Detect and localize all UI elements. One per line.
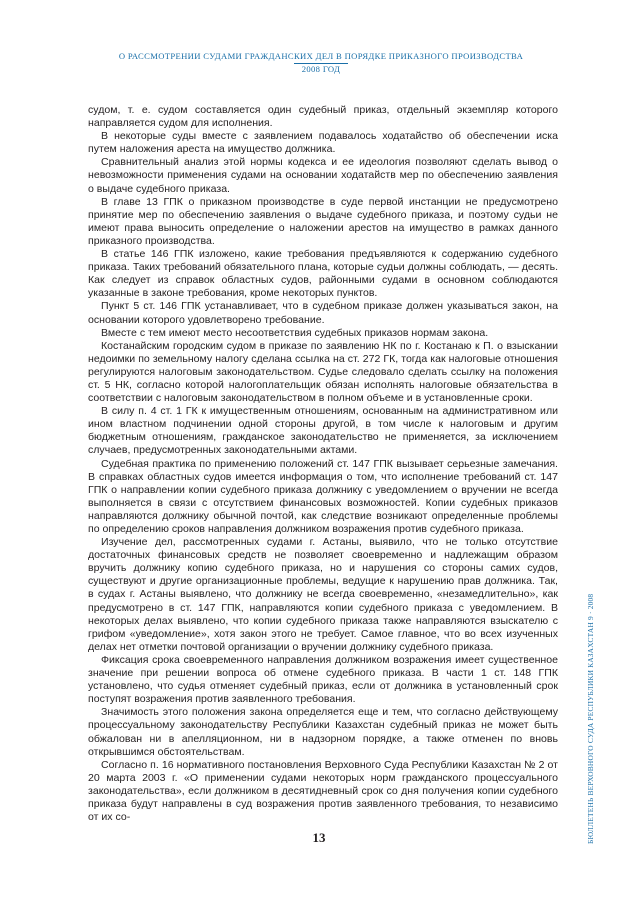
paragraph: Изучение дел, рассмотренных судами г. Астаны, выявило, что не только отсутствие достаточных финансовых средств не позволяет своевременно и надлежащим образом вручить должнику копию судебного приказа, но и нарушения со стороны самих судов, существуют и другие организационные проблемы, ведущие к нарушению прав должника. Так, в судах г. Астаны выявлено, что должнику не всегда своевременно, «незамедлительно», как предусмотрено в ст. 147 ГПК, направляются копии судебного приказа с уведомлением. В некоторых делах выявлено, что копии судебного приказа также направляются взыскателю с грифом «уведомление», хотя закон этого не требует. Самое главное, что во всех изученных делах нет отметки почтовой организации о вручении должнику судебного приказа. bbox=[88, 536, 558, 653]
paragraph: Вместе с тем имеют место несоответствия судебных приказов нормам закона. bbox=[101, 326, 489, 339]
paragraph: Значимость этого положения закона определяется еще и тем, что согласно действующему процессуальному законодательству Республики Казахстан судебный приказ не может быть обжалован ни в апелляционном, ни в надзорном порядке, а также отменен по вновь открывшимся обстоятельствам. bbox=[88, 706, 558, 758]
paragraph: судом, т. е. судом составляется один судебный приказ, отдельный экземпляр которого направляется судом для исполнения. bbox=[88, 104, 558, 130]
paragraph: В главе 13 ГПК о приказном производстве в суде первой инстанции не предусмотрено принятие мер по обеспечению заявления о выдаче судебного приказа, и поэтому судьи не имеют права выносить определение о наложении арестов на имущество в рамках данного приказного производства. bbox=[88, 195, 558, 247]
paragraph: Пункт 5 ст. 146 ГПК устанавливает, что в судебном приказе должен указываться закон, на основании которого удовлетворено требование. bbox=[88, 300, 558, 326]
side-journal-title: БЮЛЛЕТЕНЬ ВЕРХОВНОГО СУДА РЕСПУБЛИКИ КАЗАХСТАН 9 · 2008 bbox=[586, 593, 595, 844]
running-header bbox=[88, 51, 554, 75]
paragraph: Судебная практика по применению положений ст. 147 ГПК вызывает серьезные замечания. В справках областных судов имеется информация о том, что исполнение требований ст. 147 ГПК о направлении копии судебного приказа должнику с уведомлением о вручении не всегда выполняется в связи с отсутствием финансовых возможностей. Копии судебных приказов направляются должнику обычной почтой, как следствие возникают определенные проблемы по определению сроков направления должником возражения против судебного приказа. bbox=[88, 457, 558, 535]
page-number: 13 bbox=[312, 830, 326, 845]
article-body bbox=[88, 104, 558, 824]
paragraph: Фиксация срока своевременного направления должником возражения имеет существенное значение при решении вопроса об отмене судебного приказа. В части 1 ст. 148 ГПК установлено, что судья отменяет судебный приказ, если от должника в установленный срок поступят возражения против заявленного требования. bbox=[88, 653, 558, 706]
paragraph: Костанайским городским судом в приказе по заявлению НК по г. Костанаю к П. о взыскании недоимки по земельному налогу сделана ссылка на ст. 272 ГК, тогда как налоговые отношения регулируются налоговым законодательством. Судье следовало сделать ссылку на положения ст. 5 НК, согласно которой налогоплательщик обязан исполнять налоговые обязательства в соответствии с налоговым законодательством в полном объеме и в установленные сроки. bbox=[88, 339, 558, 405]
paragraph: Сравнительный анализ этой нормы кодекса и ее идеология позволяют сделать вывод о невозможности применения судами на основании ходатайств мер по обеспечению заявления о выдаче судебного приказа. bbox=[88, 156, 558, 195]
header-title: О РАССМОТРЕНИИ СУДАМИ ГРАЖДАНСКИХ ДЕЛ В ПОРЯДКЕ ПРИКАЗНОГО ПРОИЗВОДСТВА bbox=[118, 51, 524, 61]
header-year: 2008 ГОД bbox=[294, 63, 349, 75]
paragraph: В некоторые суды вместе с заявлением подавалось ходатайство об обеспечении иска путем наложения ареста на имущество должника. bbox=[88, 130, 558, 156]
paragraph: В статье 146 ГПК изложено, какие требования предъявляются к содержанию судебного приказа. Таких требований обязательного плана, которые судьи должны соблюдать, — десять. Как следует из справок областных судов, районными судами в основном соблюдаются указанные в законе требования, кроме некоторых пунктов. bbox=[88, 248, 558, 300]
paragraph: Согласно п. 16 нормативного постановления Верховного Суда Республики Казахстан № 2 от 20 марта 2003 г. «О применении судами некоторых норм гражданского процессуального законодательства», если должником в десятидневный срок со дня получения копии судебного приказа будут направлены в суд возражения против заявленного требования, то независимо от их со- bbox=[88, 758, 558, 824]
paragraph: В силу п. 4 ст. 1 ГК к имущественным отношениям, основанным на административном или ином властном подчинении одной стороны другой, в том числе к налоговым и другим бюджетным отношениям, гражданское законодательство не применяется, за исключением случаев, предусмотренных законодательными актами. bbox=[88, 405, 558, 457]
